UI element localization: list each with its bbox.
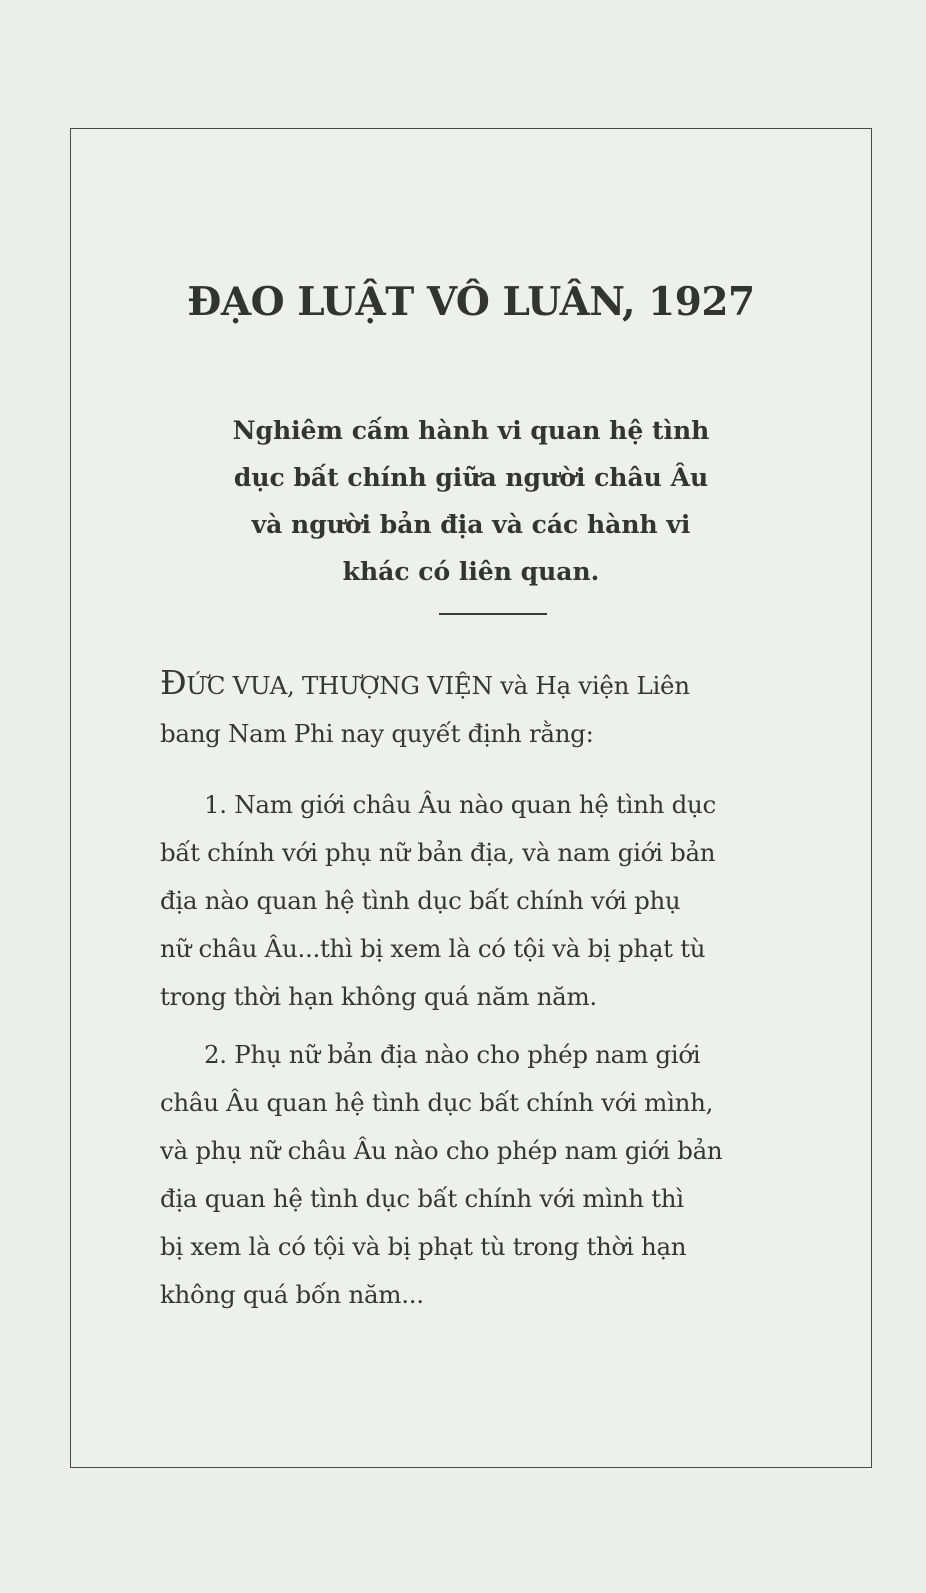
clause-1 [160, 781, 800, 1021]
summary-line: khác có liên quan. [342, 557, 600, 586]
clause-2-line: bị xem là có tội và bị phạt tù trong thời hạn [160, 1232, 687, 1261]
clause-2-line: châu Âu quan hệ tình dục bất chính với mình, [160, 1088, 714, 1117]
summary-line: dục bất chính giữa người châu Âu [233, 463, 709, 492]
preamble-line-2: bang Nam Phi nay quyết định rằng: [160, 719, 594, 748]
clause-1-line: trong thời hạn không quá năm năm. [160, 982, 597, 1011]
clause-1-line: 1. Nam giới châu Âu nào quan hệ tình dục [204, 790, 716, 819]
preamble [160, 659, 800, 758]
clause-2-line: và phụ nữ châu Âu nào cho phép nam giới bản [160, 1136, 723, 1165]
document-title: ĐẠO LUẬT VÔ LUÂN, 1927 [187, 279, 755, 325]
clause-2-line: 2. Phụ nữ bản địa nào cho phép nam giới [204, 1040, 701, 1069]
clause-2 [160, 1031, 800, 1319]
preamble-line-1-text: ỨC VUA, THƯỢNG VIỆN và Hạ viện Liên [186, 671, 690, 700]
section-divider [439, 613, 547, 615]
summary-line: và người bản địa và các hành vi [251, 510, 691, 539]
page-frame [70, 128, 872, 1468]
dropcap: Đ [160, 663, 187, 702]
clause-1-line: bất chính với phụ nữ bản địa, và nam giới bản [160, 838, 716, 867]
clause-1-line: nữ châu Âu...thì bị xem là có tội và bị phạt tù [160, 934, 706, 963]
clause-2-line: không quá bốn năm... [160, 1280, 424, 1309]
summary-line: Nghiêm cấm hành vi quan hệ tình [232, 416, 710, 445]
preamble-line-1 [160, 659, 800, 710]
act-summary [71, 407, 871, 595]
clause-2-line: địa quan hệ tình dục bất chính với mình thì [160, 1184, 684, 1213]
clause-1-line: địa nào quan hệ tình dục bất chính với phụ [160, 886, 681, 915]
